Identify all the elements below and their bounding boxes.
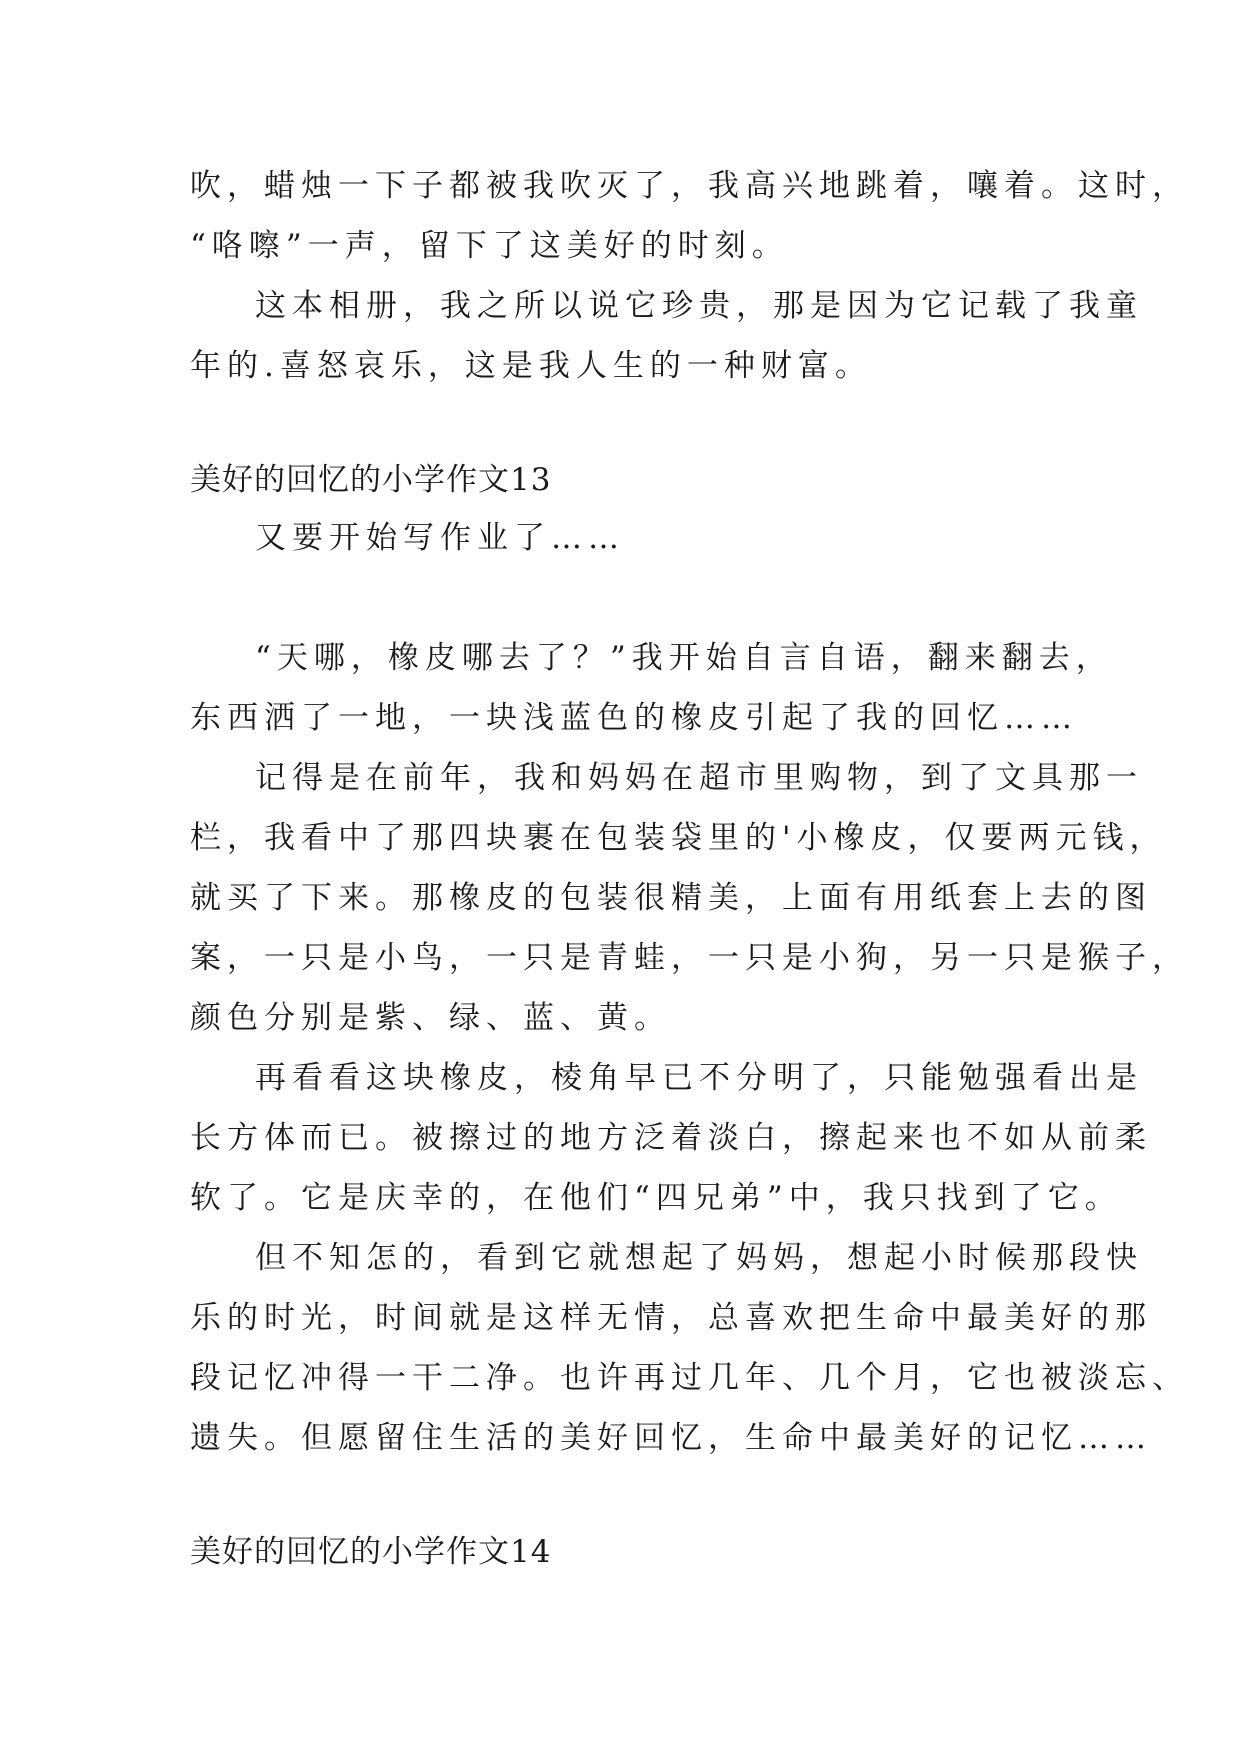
paragraph-line: 就买了下来。那橡皮的包装很精美，上面有用纸套上去的图	[190, 880, 1152, 916]
essay-title: 美好的回忆的小学作文13	[190, 462, 552, 498]
paragraph-line: 年的.喜怒哀乐，这是我人生的一种财富。	[190, 348, 872, 384]
paragraph-line: 颜色分别是紫、绿、蓝、黄。	[190, 1000, 671, 1036]
paragraph-line: 段记忆冲得一干二净。也许再过几年、几个月，它也被淡忘、	[190, 1360, 1189, 1396]
paragraph-line: 软了。它是庆幸的，在他们“四兄弟”中，我只找到了它。	[190, 1180, 1122, 1216]
paragraph-line: 吹，蜡烛一下子都被我吹灭了，我高兴地跳着，嚷着。这时，	[190, 168, 1189, 204]
paragraph-line: 再看看这块橡皮，棱角早已不分明了，只能勉强看出是	[255, 1060, 1143, 1096]
paragraph-line: 案，一只是小鸟，一只是青蛙，一只是小狗，另一只是猴子，	[190, 940, 1189, 976]
essay-title: 美好的回忆的小学作文14	[190, 1534, 552, 1570]
paragraph-line: 记得是在前年，我和妈妈在超市里购物，到了文具那一	[255, 760, 1143, 796]
paragraph-line: 又要开始写作业了……	[255, 520, 625, 556]
paragraph-line: 但不知怎的，看到它就想起了妈妈，想起小时候那段快	[255, 1240, 1143, 1276]
paragraph-line: 东西洒了一地，一块浅蓝色的橡皮引起了我的回忆……	[190, 700, 1078, 736]
paragraph-line: 这本相册，我之所以说它珍贵，那是因为它记载了我童	[255, 288, 1143, 324]
paragraph-line: 遗失。但愿留住生活的美好回忆，生命中最美好的记忆……	[190, 1420, 1152, 1456]
paragraph-line: “天哪，橡皮哪去了？”我开始自言自语，翻来翻去，	[255, 640, 1113, 676]
paragraph-line: “咯嚓”一声，留下了这美好的时刻。	[190, 228, 789, 264]
paragraph-line: 栏，我看中了那四块裹在包装袋里的'小橡皮，仅要两元钱，	[190, 820, 1167, 856]
paragraph-line: 乐的时光，时间就是这样无情，总喜欢把生命中最美好的那	[190, 1300, 1152, 1336]
paragraph-line: 长方体而已。被擦过的地方泛着淡白，擦起来也不如从前柔	[190, 1120, 1152, 1156]
